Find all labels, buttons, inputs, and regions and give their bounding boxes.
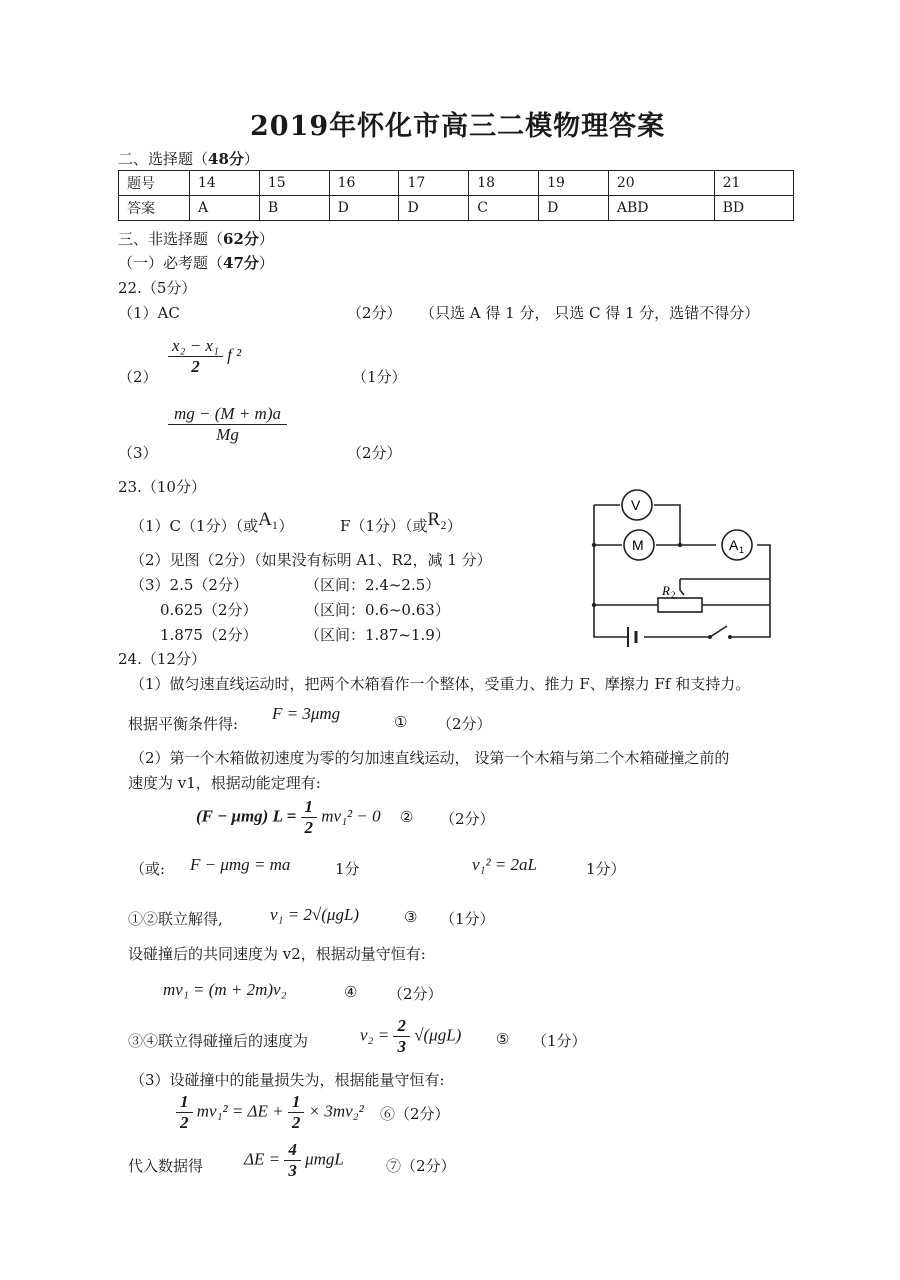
table-row	[119, 196, 794, 221]
table-cell: 16	[329, 171, 399, 196]
table-cell: B	[259, 196, 329, 221]
fraction: $\frac{4}{3}$	[284, 1140, 301, 1181]
q24-solve1-label: ①②联立解得,	[128, 910, 223, 928]
q22-part2-label: （2）	[118, 368, 158, 386]
table-cell: D	[399, 196, 469, 221]
q22-part2-formula: $\frac{\text{x₂ − x₁}}{2}$ f ²	[168, 336, 241, 377]
circuit-diagram	[580, 485, 790, 655]
junction-dot	[678, 543, 682, 547]
fraction: $\frac{mg - (M + m)a}{Mg}$	[168, 404, 287, 445]
q24-solve2-label: ③④联立得碰撞后的速度为	[128, 1032, 309, 1050]
junction-dot	[592, 603, 596, 607]
fraction: $\frac{\text{x₂ − x₁}}{2}$	[168, 336, 223, 377]
q24-solve1-eq: v₁ = 2√(μgL)	[270, 905, 360, 924]
q24-eq2-score: （2分）	[440, 810, 495, 828]
table-cell: 21	[714, 171, 793, 196]
table-cell: C	[469, 196, 539, 221]
table-cell: 17	[399, 171, 469, 196]
table-cell: A	[190, 196, 260, 221]
fraction: $\frac{2}{3}$	[393, 1016, 410, 1057]
q24-eq1-score: （2分）	[437, 715, 492, 733]
q23-part3-a-range: （区间：2.4~2.5）	[305, 576, 441, 594]
q24-alt-score1: 1分	[335, 860, 360, 878]
q23-part3-b: 0.625（2分）	[160, 601, 258, 619]
q24-solve2-score: （1分）	[532, 1032, 587, 1050]
q24-part3: （3）设碰撞中的能量损失为，根据能量守恒有:	[130, 1071, 445, 1089]
q23-part3-a: （3）2.5（2分）	[130, 576, 248, 594]
table-cell: 题号	[119, 171, 190, 196]
ammeter-subscript: 1	[739, 545, 745, 555]
q22-part3-score: （2分）	[347, 444, 402, 462]
q24-part2-line2: 速度为 v1，根据动能定理有:	[128, 774, 321, 792]
fraction: $\frac{1}{2}$	[288, 1092, 305, 1133]
table-cell: ABD	[608, 196, 714, 221]
q22-part1: （1）AC	[118, 304, 180, 322]
q23-part3-c: 1.875（2分）	[160, 626, 258, 644]
q23-part3-b-range: （区间：0.6~0.63）	[305, 601, 450, 619]
q23-part3-c-range: （区间：1.87~1.9）	[305, 626, 450, 644]
q24-alt-eq2: v₁² = 2aL	[472, 855, 537, 874]
q22-part1-note: （只选 A 得 1 分， 只选 C 得 1 分，选错不得分）	[420, 304, 760, 322]
rheostat-label: R	[662, 583, 670, 598]
fraction: $\frac{1}{2}$	[176, 1092, 193, 1133]
q22-part2-score: （1分）	[352, 368, 407, 386]
switch-contact	[708, 635, 712, 639]
table-cell: 答案	[119, 196, 190, 221]
q24-eq6-mark: ⑥（2分）	[380, 1105, 450, 1123]
required-questions-heading: （一）必考题（47分）	[118, 254, 274, 272]
table-cell: BD	[714, 196, 793, 221]
q24-alt-eq1: F − μmg = ma	[190, 855, 291, 874]
q24-part1: （1）做匀速直线运动时，把两个木箱看作一个整体，受重力、推力 F、摩擦力 Ff 和支持力。	[130, 675, 751, 693]
q24-eq4-mark: ④	[344, 983, 358, 1001]
page-title: 2019年怀化市高三二模物理答案	[250, 111, 666, 142]
q24-momentum-label: 设碰撞后的共同速度为 v2，根据动量守恒有:	[128, 945, 426, 963]
q22-heading: 22.（5分）	[118, 279, 197, 297]
q24-part2-line1: （2）第一个木箱做初速度为零的匀加速直线运动， 设第一个木箱与第二个木箱碰撞之前的	[130, 749, 730, 767]
q23-part1-alt: F（1分）（或R₂）	[340, 509, 462, 535]
section-nonchoice-heading: 三、非选择题（62分）	[118, 230, 274, 248]
q24-eq6: $\frac{1}{2}$ mv₁² = ΔE + $\frac{1}{2}$ × 3mv₂²	[176, 1092, 364, 1133]
q22-part1-score: （2分）	[347, 304, 402, 322]
q24-alt-open: （或:	[130, 860, 166, 878]
q22-part3-formula	[168, 404, 287, 445]
table-cell: 20	[608, 171, 714, 196]
q24-eq2: (F − μmg) L = $\frac{1}{2}$ mv₁² − 0	[196, 797, 381, 837]
q24-alt-score2: 1分）	[586, 860, 626, 878]
rheostat-subscript: 2	[671, 590, 676, 600]
table-cell: 15	[259, 171, 329, 196]
q24-solve2-eq: v₂ = $\frac{2}{3}$ √(μgL)	[360, 1016, 462, 1056]
table-cell: 19	[539, 171, 609, 196]
table-cell: D	[539, 196, 609, 221]
q24-solve1-mark: ③	[404, 908, 418, 926]
fraction: $\frac{1}{2}$	[301, 797, 318, 838]
q24-eq7: ΔE = $\frac{4}{3}$ μmgL	[244, 1140, 344, 1180]
table-cell: 14	[190, 171, 260, 196]
q23-heading: 23.（10分）	[118, 478, 206, 496]
switch-contact	[728, 635, 732, 639]
table-row	[119, 171, 794, 196]
ammeter-label: A	[729, 537, 739, 553]
q24-eq7-mark: ⑦（2分）	[386, 1157, 456, 1175]
q24-eq4: mv₁ = (m + 2m)v₂	[163, 980, 287, 999]
table-cell: 18	[469, 171, 539, 196]
junction-dot	[592, 543, 596, 547]
answer-table	[118, 170, 794, 221]
q24-eq2-mark: ②	[400, 808, 414, 826]
table-cell: D	[329, 196, 399, 221]
q24-eq1-mark: ①	[394, 713, 408, 731]
q24-solve2-mark: ⑤	[496, 1030, 510, 1048]
q24-solve1-score: （1分）	[440, 910, 495, 928]
voltmeter-label: V	[631, 497, 641, 513]
q24-heading: 24.（12分）	[118, 650, 206, 668]
section-choice-heading: 二、选择题（48分）	[118, 150, 259, 168]
q23-part1: （1）C（1分）（或A₁）	[130, 509, 294, 535]
q24-balance-label: 根据平衡条件得:	[128, 715, 239, 733]
q23-part2: （2）见图（2分）（如果没有标明 A1、R2，减 1 分）	[130, 551, 492, 569]
q24-substitute-label: 代入数据得	[128, 1157, 204, 1175]
q22-part3-label: （3）	[118, 444, 158, 462]
q24-eq1: F = 3μmg	[272, 704, 341, 723]
q24-eq4-score: （2分）	[388, 985, 443, 1003]
motor-label: M	[632, 537, 644, 553]
